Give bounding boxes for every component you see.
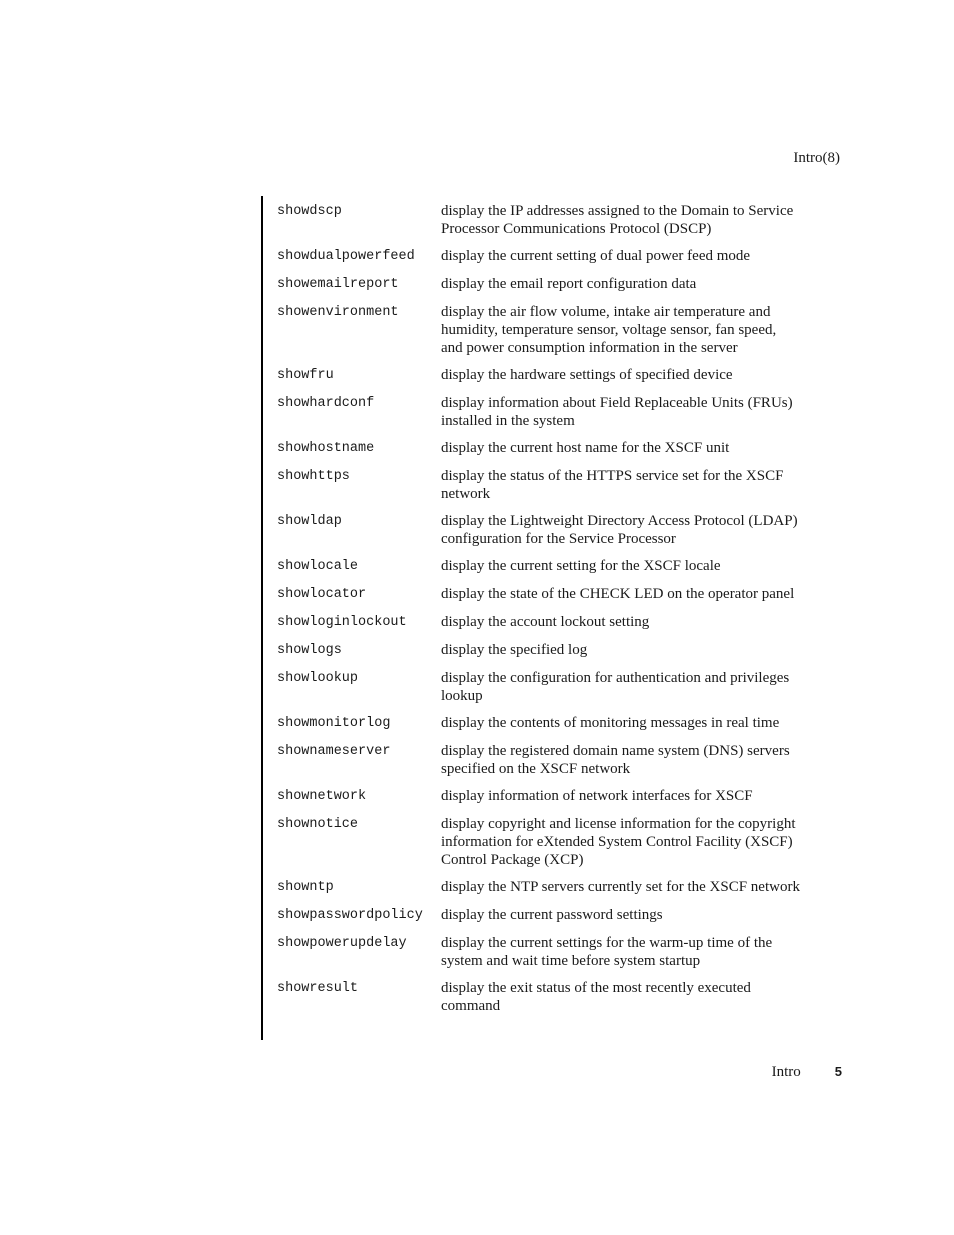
command-row [277,906,857,925]
command-description: display the configuration for authentication and privileges lookup [441,670,790,704]
command-name: showlookup [277,671,359,686]
command-name: showloginlockout [277,615,407,630]
command-row [277,366,857,385]
command-row [277,787,857,806]
command-description: display the current setting of dual power feed mode [441,248,751,264]
command-description: display the specified log [441,642,588,658]
command-row [277,439,857,458]
footer-section-title: Intro [771,1064,801,1080]
command-description: display the Lightweight Directory Access Protocol (LDAP) configuration for the Service Processor [441,513,798,547]
command-description: display the current setting for the XSCF locale [441,558,721,574]
command-name: showlogs [277,643,342,658]
command-description: display the NTP servers currently set for the XSCF network [441,879,800,895]
command-description: display the current password settings [441,907,663,923]
command-description: display information about Field Replaceable Units (FRUs) installed in the system [441,395,793,429]
command-description: display the contents of monitoring messages in real time [441,715,780,731]
command-name: shownetwork [277,789,367,804]
command-name: showpasswordpolicy [277,908,423,923]
command-row [277,979,857,1015]
command-name: showemailreport [277,277,399,292]
command-name: showhardconf [277,396,375,411]
command-description: display the state of the CHECK LED on the operator panel [441,586,795,602]
command-description: display the current host name for the XSCF unit [441,440,730,456]
command-row [277,878,857,897]
command-name: showpowerupdelay [277,936,407,951]
command-description: display the IP addresses assigned to the Domain to Service Processor Communications Protocol (DSCP) [441,203,794,237]
command-name: showlocale [277,559,359,574]
command-name: showlocator [277,587,367,602]
command-description: display the account lockout setting [441,614,650,630]
command-row [277,815,857,869]
command-name: showdscp [277,204,342,219]
command-row [277,613,857,632]
change-bar [261,196,263,1040]
command-row [277,585,857,604]
command-description: display the exit status of the most recently executed command [441,980,751,1014]
command-table [277,202,857,1024]
command-row [277,394,857,430]
command-name: showmonitorlog [277,716,391,731]
command-name: shownameserver [277,744,391,759]
command-row [277,467,857,503]
command-description: display the hardware settings of specified device [441,367,733,383]
command-row [277,669,857,705]
command-name: shownotice [277,817,359,832]
command-row [277,275,857,294]
command-description: display the registered domain name system (DNS) servers specified on the XSCF network [441,743,790,777]
command-name: showresult [277,981,359,996]
command-name: showhostname [277,441,375,456]
command-description: display the status of the HTTPS service set for the XSCF network [441,468,784,502]
command-row [277,202,857,238]
running-header: Intro(8) [793,150,840,166]
command-row [277,303,857,357]
command-name: showdualpowerfeed [277,249,415,264]
command-description: display the current settings for the warm-up time of the system and wait time before system startup [441,935,773,969]
command-row [277,934,857,970]
command-row [277,557,857,576]
command-row [277,512,857,548]
command-row [277,714,857,733]
command-name: showfru [277,368,334,383]
command-row [277,247,857,266]
command-name: showntp [277,880,334,895]
command-description: display the email report configuration data [441,276,697,292]
command-name: showenvironment [277,305,399,320]
command-description: display copyright and license information for the copyright information for eXtended System Control Facility (XSCF) Control Package (XCP) [441,816,796,868]
command-description: display the air flow volume, intake air temperature and humidity, temperature sensor, voltage sensor, fan speed, and power consumption information in the server [441,304,777,356]
page-number: 5 [834,1064,842,1079]
command-description: display information of network interfaces for XSCF [441,788,753,804]
command-name: showhttps [277,469,350,484]
command-row [277,742,857,778]
page-footer [772,1063,842,1081]
command-name: showldap [277,514,342,529]
command-row [277,641,857,660]
